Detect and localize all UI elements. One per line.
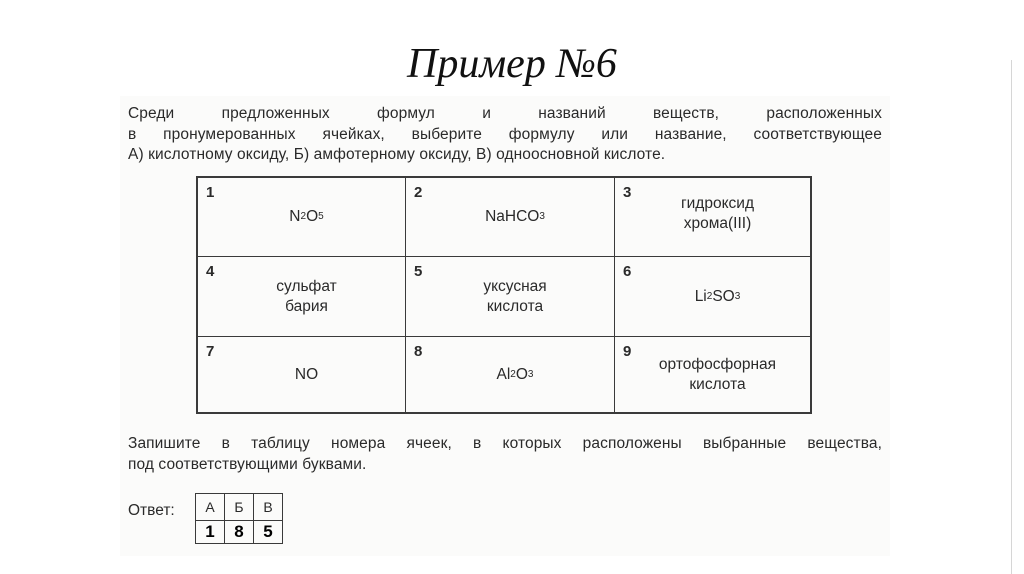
answer-value-cell: 1	[196, 521, 225, 544]
cell-formula: NO	[294, 365, 319, 383]
grid-cell	[615, 337, 810, 412]
answer-value-cell: 5	[254, 521, 283, 544]
cell-number: 2	[414, 184, 423, 201]
answer-header-cell: Б	[225, 494, 254, 521]
substances-grid	[196, 176, 812, 414]
grid-cell	[406, 337, 615, 412]
task-intro-line: Среди предложенных формул и названий веществ, расположенных	[128, 105, 882, 122]
grid-cell	[406, 257, 615, 337]
slide-title: Пример №6	[407, 41, 617, 87]
cell-number: 3	[623, 184, 632, 201]
answer-value-row	[196, 521, 283, 544]
cell-number: 1	[206, 184, 215, 201]
grid-cell	[615, 178, 810, 257]
answer-table	[195, 493, 283, 544]
cell-formula: N 2 O 5	[289, 208, 324, 225]
grid-cell	[198, 178, 406, 257]
cell-number: 9	[623, 343, 632, 360]
cell-formula: Al 2 O 3	[496, 365, 534, 383]
task-intro-line: в пронумерованных ячейках, выберите формулу или название, соответствующее	[128, 125, 882, 143]
cell-formula: NaHCO 3	[485, 208, 545, 225]
cell-substance-name: сульфат бария	[276, 277, 337, 315]
answer-header-cell: А	[196, 494, 225, 521]
task-instruction	[128, 434, 882, 475]
answer-header-row	[196, 494, 283, 521]
cell-number: 8	[414, 343, 423, 360]
grid-cell	[615, 257, 810, 337]
cell-number: 4	[206, 263, 215, 280]
slide-right-border	[1011, 60, 1012, 574]
cell-number: 5	[414, 263, 423, 280]
cell-substance-name: гидроксид хрома(III)	[680, 195, 754, 232]
answer-value-cell: 8	[225, 521, 254, 544]
cell-substance-name: ортофосфорная кислота	[658, 355, 777, 393]
cell-number: 7	[206, 343, 215, 360]
grid-cell	[198, 337, 406, 412]
task-instruction-line: под соответствующими буквами.	[128, 455, 367, 473]
answer-header-cell: В	[254, 494, 283, 521]
cell-substance-name: уксусная кислота	[483, 277, 547, 315]
task-intro-line: А) кислотному оксиду, Б) амфотерному оксиду, В) одноосновной кислоте.	[128, 146, 666, 163]
grid-cell	[406, 178, 615, 257]
answer-label: Ответ:	[128, 502, 175, 519]
grid-cell	[198, 257, 406, 337]
cell-formula: Li 2 SO 3	[694, 287, 741, 305]
cell-number: 6	[623, 263, 632, 280]
task-intro	[128, 104, 882, 166]
task-instruction-line: Запишите в таблицу номера ячеек, в которых расположены выбранные вещества,	[128, 435, 882, 452]
